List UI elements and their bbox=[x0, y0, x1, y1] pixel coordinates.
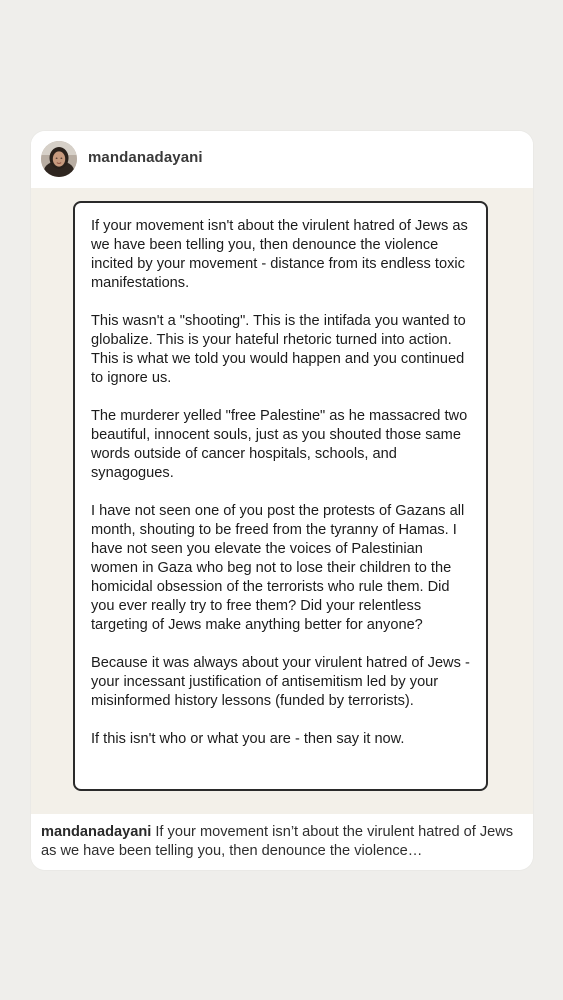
quote-paragraph: The murderer yelled "free Palestine" as he massacred two beautiful, innocent souls, just as you shouted those same words outside of cancer hospitals, schools, and synagogues. bbox=[91, 408, 468, 481]
avatar[interactable] bbox=[41, 141, 77, 177]
quote-paragraph: I have not seen one of you post the protests of Gazans all month, shouting to be freed from the tyranny of Hamas. I have not seen you elevate the voices of Palestinian women in Gaza who beg not to lose their children to the homicidal obsession of the terrorists who rule them. Did you ever really try to free them? Did your relentless targeting of Jews make anything better for anyone? bbox=[91, 503, 465, 633]
post-image bbox=[31, 188, 533, 814]
quote-text-box bbox=[73, 201, 488, 791]
post-caption[interactable] bbox=[31, 814, 533, 870]
profile-photo-avatar-icon bbox=[41, 141, 77, 177]
quote-paragraph: This wasn't a "shooting". This is the intifada you wanted to globalize. This is your hateful rhetoric turned into action. This is what we told you would happen and you continued to ignore us. bbox=[91, 313, 466, 386]
quote-paragraph: If this isn't who or what you are - then say it now. bbox=[91, 731, 405, 747]
quote-paragraph: Because it was always about your virulent hatred of Jews - your incessant justification of antisemitism led by your misinformed history lessons (funded by terrorists). bbox=[91, 655, 470, 709]
quote-paragraph: If your movement isn't about the virulent hatred of Jews as we have been telling you, then denounce the violence incited by your movement - distance from its endless toxic manifestations. bbox=[91, 218, 468, 291]
post-card bbox=[31, 131, 533, 870]
caption-username[interactable]: mandanadayani bbox=[41, 824, 152, 840]
post-header bbox=[31, 131, 533, 188]
caption-text: If your movement isn’t about the virulent hatred of Jews as we have been telling you, then denounce the violence… bbox=[41, 824, 514, 859]
header-username[interactable]: mandanadayani bbox=[88, 149, 203, 166]
